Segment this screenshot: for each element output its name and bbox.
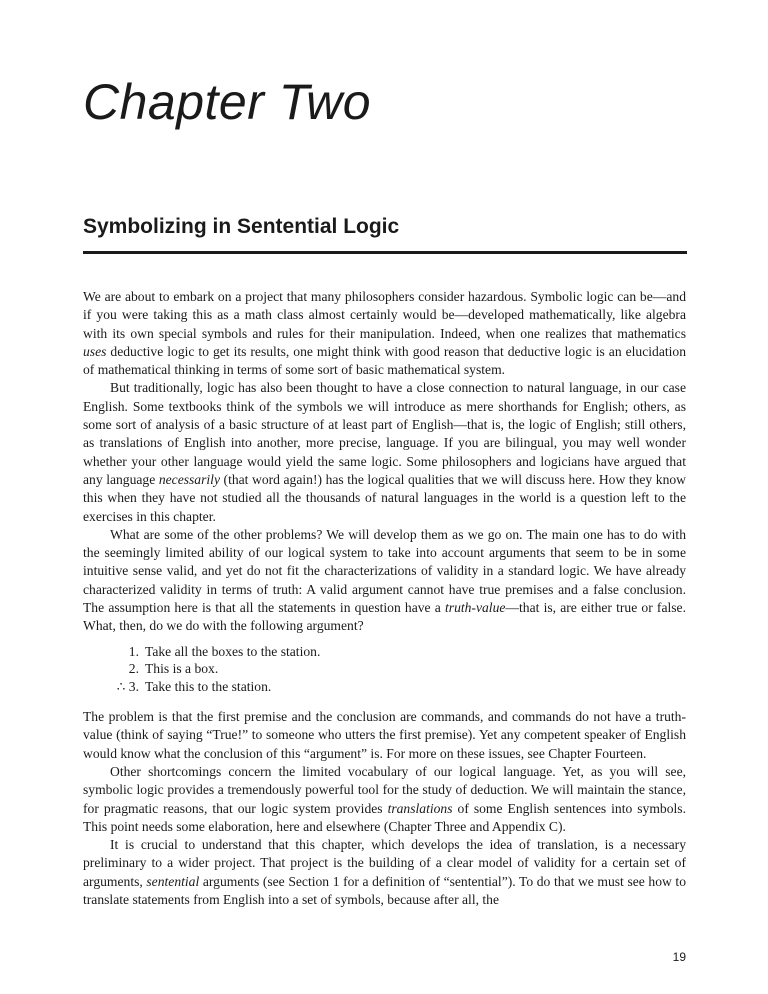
paragraph-2: But traditionally, logic has also been thought to have a close connection to natural language, in our case English. Some textbooks think of the symbols we will introduce as mere shorthands for English; others, as some sort of analysis of a basic structure of at least part of English—that is, the logic of English; still others, as translations of English into another, more precise, language. If you are bilingual, you may well wonder whether your other language would yield the same logic. Some philosophers and logicians have argued that any language necessarily (that word again!) has the logical qualities that we will discuss here. How they know this when they have not studied all the thousands of natural languages in the world is a question left to the exercises in this chapter. <box>83 380 686 524</box>
section-title: Symbolizing in Sentential Logic <box>83 215 400 238</box>
argument-list <box>83 643 686 696</box>
paragraph-3: What are some of the other problems? We will develop them as we go on. The main one has to do with the seemingly limited ability of our logical system to take into account arguments that seem to be in some intuitive sense valid, and yet do not fit the characterizations of validity in a standard logic. We have already characterized validity in terms of truth: A valid argument cannot have true premises and a false conclusion. The assumption here is that all the statements in question have a truth-value—that is, are either true or false. What, then, do we do with the following argument? <box>83 526 686 634</box>
paragraph-1: We are about to embark on a project that many philosophers consider hazardous. Symbolic logic can be—and if you were taking this as a math class almost certainly would be—developed mathematically, like algebra with its own special symbols and rules for their manipulation. Indeed, when one realizes that mathematics uses deductive logic to get its results, one might think with good reason that deductive logic is an elucidation of mathematical thinking in terms of some sort of basic mathematical system. <box>83 289 686 378</box>
paragraph-5: Other shortcomings concern the limited vocabulary of our logical language. Yet, as you will see, symbolic logic provides a tremendously powerful tool for the study of deduction. We will maintain the stance, for pragmatic reasons, that our logic system provides translations of some English sentences into symbols. This point needs some elaboration, here and elsewhere (Chapter Three and Appendix C). <box>83 763 686 834</box>
argument-line: ∴ 3. Take this to the station. <box>116 679 272 695</box>
argument-line: 1. Take all the boxes to the station. <box>128 643 321 659</box>
argument-line: 2. This is a box. <box>128 661 219 677</box>
section-divider <box>83 251 687 254</box>
page-number: 19 <box>672 950 686 964</box>
chapter-title: Chapter Two <box>83 74 372 130</box>
paragraph-4: The problem is that the first premise and the conclusion are commands, and commands do not have a truth-value (think of saying “True!” to someone who utters the first premise). Yet any competent speaker of English would know what the conclusion of this “argument” is. For more on these issues, see Chapter Fourteen. <box>83 709 686 761</box>
body-text <box>83 288 686 909</box>
paragraph-6: It is crucial to understand that this chapter, which develops the idea of translation, is a necessary preliminary to a wider project. That project is the building of a clear model of validity for a certain set of arguments, sentential arguments (see Section 1 for a definition of “sentential”). To do that we must see how to translate statements from English into a set of symbols, because after all, the <box>83 837 686 907</box>
